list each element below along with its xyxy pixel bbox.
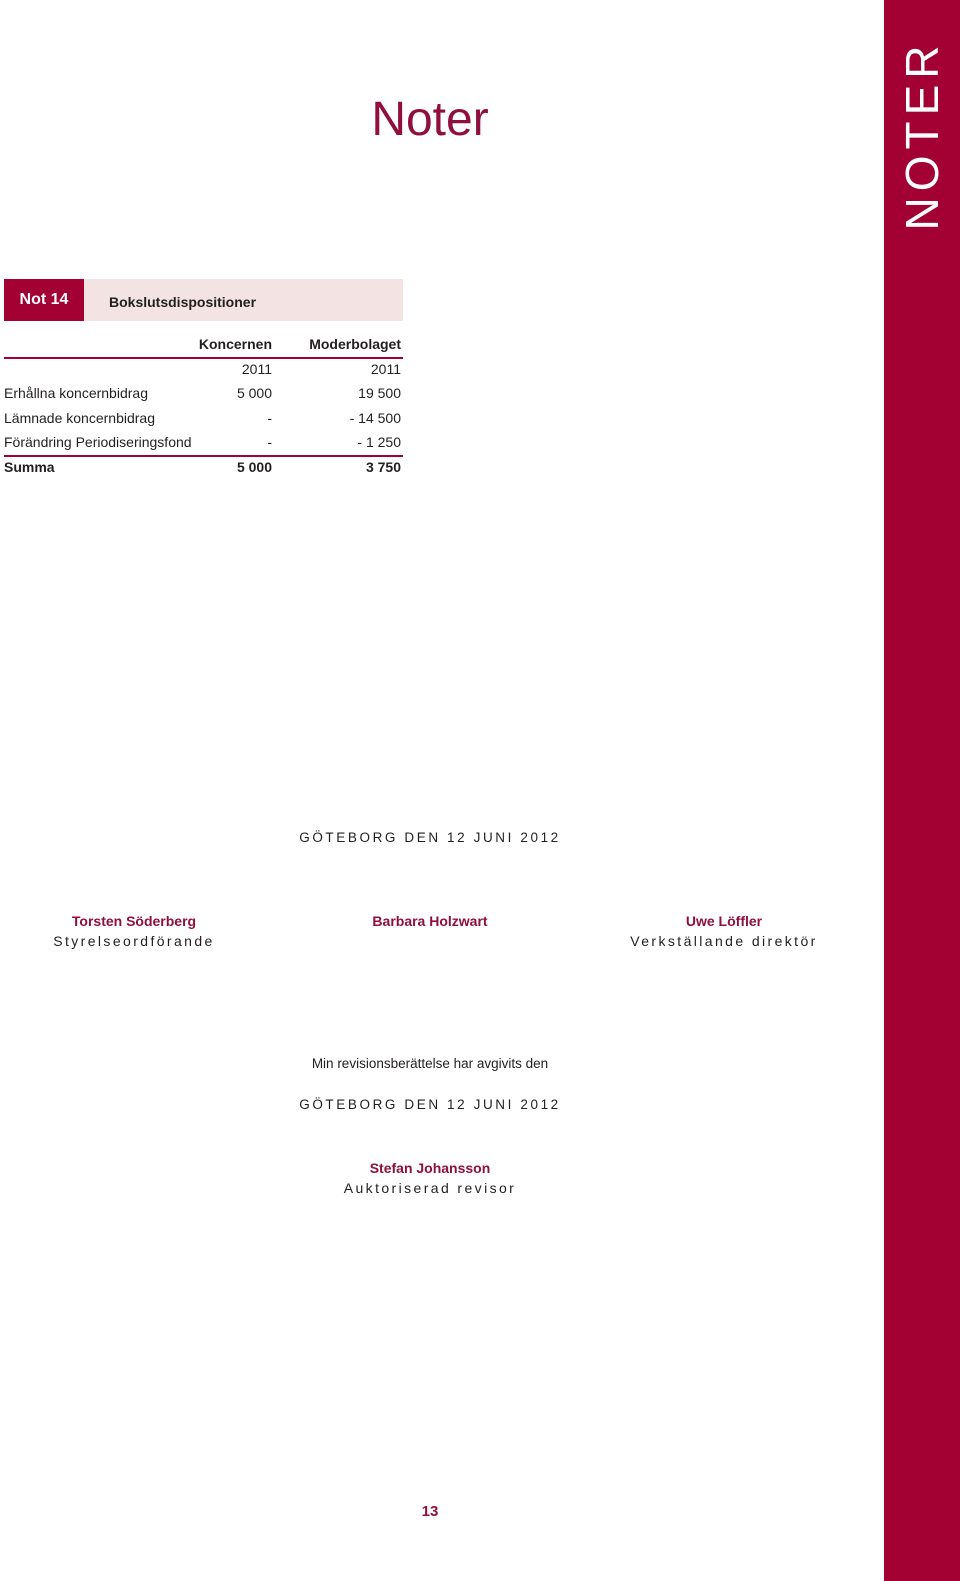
table-row (4, 430, 403, 455)
year-moderbolaget: 2011 (370, 360, 401, 377)
row-value-moderbolaget: - 14 500 (349, 409, 401, 426)
signatory-name: Uwe Löffler (685, 913, 763, 929)
side-label: NOTER (896, 39, 948, 231)
row-value-koncernen: 5 000 (236, 385, 272, 401)
note-title: Bokslutsdispositioner (109, 294, 257, 310)
table-row (4, 381, 403, 406)
row-value-moderbolaget: 19 500 (358, 385, 401, 401)
row-label: Lämnade koncernbidrag (4, 409, 155, 426)
table-year-row (4, 357, 403, 382)
auditor-name: Stefan Johansson (369, 1160, 491, 1176)
table-header-row (4, 332, 403, 357)
auditor-signature-block (280, 1158, 580, 1199)
note-number-badge: Not 14 (4, 279, 84, 321)
signature-block (574, 911, 874, 952)
place-date: GÖTEBORG DEN 12 JUNI 2012 (299, 830, 561, 845)
total-value-koncernen: 5 000 (236, 458, 272, 475)
row-label: Erhållna koncernbidrag (4, 385, 148, 401)
column-header-koncernen: Koncernen (198, 336, 272, 352)
signatory-role: Verkställande direktör (630, 933, 818, 949)
signatory-role: Styrelseordförande (53, 933, 215, 949)
side-band (884, 0, 960, 1581)
total-value-moderbolaget: 3 750 (365, 458, 401, 475)
note-table (4, 332, 403, 479)
note-header (4, 279, 403, 321)
page-number: 13 (421, 1503, 439, 1520)
table-total-row (4, 455, 403, 480)
signature-block (280, 911, 580, 931)
audit-place-date: GÖTEBORG DEN 12 JUNI 2012 (299, 1097, 561, 1112)
auditor-role: Auktoriserad revisor (343, 1180, 517, 1196)
page-title: Noter (371, 93, 489, 146)
row-label: Förändring Periodiseringsfond (4, 434, 192, 450)
row-value-koncernen: - (267, 434, 272, 450)
signature-block (0, 911, 284, 952)
row-value-koncernen: - (267, 409, 272, 426)
signatory-name: Torsten Söderberg (71, 913, 197, 929)
total-divider (4, 455, 403, 457)
audit-statement: Min revisionsberättelse har avgivits den (311, 1056, 549, 1071)
table-row (4, 406, 403, 431)
signatory-name: Barbara Holzwart (372, 913, 488, 929)
year-koncernen: 2011 (241, 360, 272, 377)
total-label: Summa (4, 458, 55, 475)
header-divider (4, 357, 403, 359)
row-value-moderbolaget: - 1 250 (357, 434, 401, 450)
column-header-moderbolaget: Moderbolaget (309, 336, 401, 352)
